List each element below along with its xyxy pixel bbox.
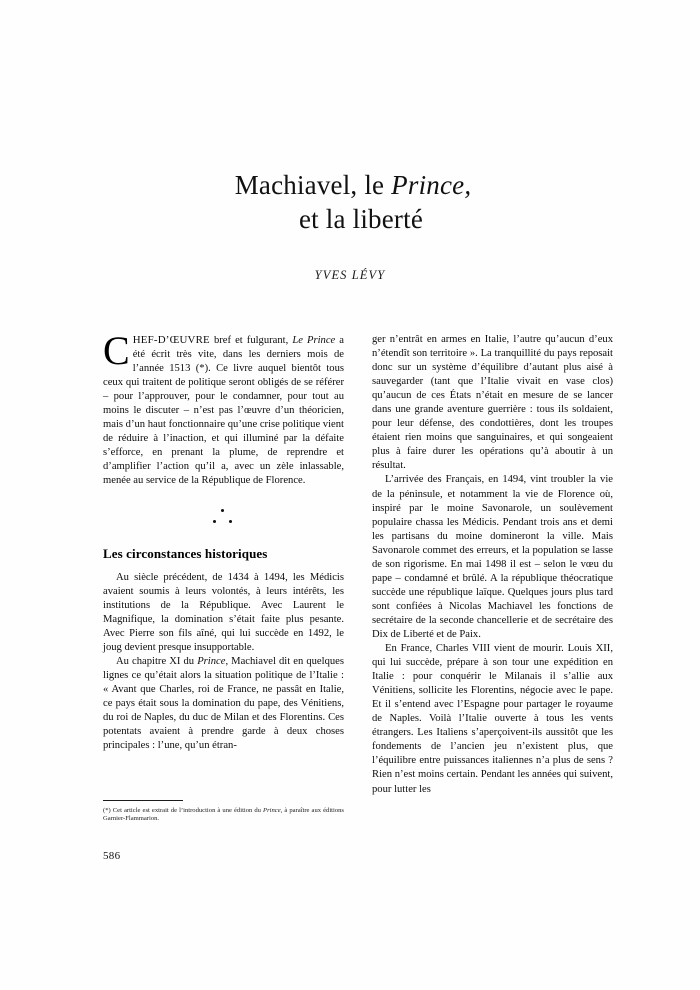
ornament-dot-top bbox=[221, 509, 224, 512]
title-text-part: Machiavel, le bbox=[234, 170, 392, 200]
paragraph-continuation: ger n’entrât en armes en Italie, l’autre qu’aucun d’eux n’étendît son territoire ». La tranquillité du pays reposait donc sur un système d’équilibre d’autant plus aisé à sauvegarder (tant que l’Italie vivait en vase clos) qu’aucun de ces États n’était en mesure de se lancer dans une grande aventure guerrière : tous ils soldaient, pour leur défense, des condottières, dont les troupes étaient rien moins que sanguinaires, et qui songeaient plus à faire durer les opérations qu’à aboutir à un résultat. bbox=[372, 334, 613, 472]
opening-smallcaps: HEF-D’ŒUVRE bbox=[132, 334, 210, 346]
body-columns bbox=[103, 328, 613, 813]
title-line-1 bbox=[90, 168, 610, 202]
paragraph-arrivee-francais: L’arrivée des Français, en 1494, vint troubler la vie de la péninsule, et notamment la vie de Florence où, inspiré par le moine Savonarole, un soulèvement populaire chassa les Médicis. Pendant trois ans et demi les partisans du moine domineront la ville. Mais Savonarole commet des erreurs, et la population se lasse de son rigorisme. En mai 1498 il est – selon le vœu du pape – condamné et brûlé. A la république théocratique succède une république laïque. Quelques jours plus tard sont confiées à Nicolas Machiavel les fonctions de secrétaire de la seconde chancellerie et de secrétaire des Dix de Liberté et de Paix. bbox=[372, 474, 613, 640]
para3-text-a: Au chapitre XI du bbox=[116, 655, 198, 667]
footnote-text-a: (*) Cet article est extrait de l’introduction à une édition du bbox=[103, 807, 264, 814]
page-title bbox=[90, 168, 610, 236]
footnote-italic-title: Prince bbox=[263, 807, 281, 814]
title-italic-word: Prince, bbox=[391, 170, 472, 200]
footnote-block bbox=[103, 800, 344, 824]
opening-italic-title: Le Prince bbox=[292, 335, 336, 346]
column-left bbox=[103, 328, 344, 753]
drop-cap-letter: C bbox=[103, 328, 130, 373]
paragraph-medicis: Au siècle précédent, de 1434 à 1494, les Médicis avaient soumis à leurs volontés, à leurs intérêts, les institutions de la République. Avec Laurent le Magnifique, la domination s’était faite plus pesante. Avec Pierre son fils aîné, qui lui succède en 1492, le joug devient presque insupportable. bbox=[103, 571, 344, 653]
footnote-text bbox=[103, 807, 344, 824]
opening-paragraph bbox=[103, 328, 344, 489]
footnote-text-b: , à paraître aux éditions Garnier-Flammarion. bbox=[103, 807, 344, 823]
para3-italic-title: Prince bbox=[197, 655, 226, 667]
opening-text-b: a été écrit très vite, dans les derniers mois de l’année 1513 (*). Ce livre auquel bientôt tous ceux qui traitent de politique seront obligés de se référer – pour l’approuver, pour le condamner, pour tout au moins le discuter – n’est pas l’œuvre d’un théoricien, mais d’un haut fonctionnaire qu’une crise politique vient de réduire à l’inaction, et qui illuminé par la défaite s’efforce, en prenant la plume, de reprendre et d’amplifier l’action qu’il a, avec un zèle inlassable, menée au service de la République de Florence. bbox=[103, 335, 344, 487]
title-line-2: et la liberté bbox=[298, 204, 424, 234]
author-byline: YVES LÉVY bbox=[314, 268, 386, 282]
ornament-dot-right bbox=[229, 520, 232, 523]
column-right bbox=[372, 333, 613, 797]
opening-text-a: bref et fulgurant, bbox=[209, 335, 293, 346]
para3-text-b: , Machiavel dit en quelques lignes ce qu’était alors la situation politique de l’Italie : « Avant que Charles, roi de France, ne passât en Italie, ce pays était sous la domination du pape, des Vénitiens, du roi de Naples, du duc de Milan et des Florentins. Ces potentats avaient à prendre garde à deux choses principales : l’une, qu’un étran- bbox=[103, 655, 344, 752]
section-heading: Les circonstances historiques bbox=[103, 545, 268, 561]
ornament-dot-left bbox=[213, 520, 216, 523]
paragraph-charles-viii: En France, Charles VIII vient de mourir. Louis XII, qui lui succède, prépare à son tour une expédition en Italie : pour conquérir le Milanais il s’allie aux Vénitiens, sollicite les Florentins, négocie avec le pape. Et il s’entend avec l’Espagne pour partager le royaume de Naples. Voilà l’Italie ouverte à tous les vents étrangers. Les Italiens s’aperçoivent-ils aussitôt que les fondements de l’ancien jeu n’existent plus, que l’équilibre entre puissances italiennes n’a plus de sens ? Rien n’est moins certain. Pendant les années qui suivent, pour lutter les bbox=[372, 643, 613, 795]
asterism-ornament bbox=[103, 500, 344, 540]
paragraph-chapitre-xi bbox=[103, 655, 344, 753]
footnote-rule bbox=[103, 800, 183, 801]
page-number: 586 bbox=[103, 850, 121, 862]
